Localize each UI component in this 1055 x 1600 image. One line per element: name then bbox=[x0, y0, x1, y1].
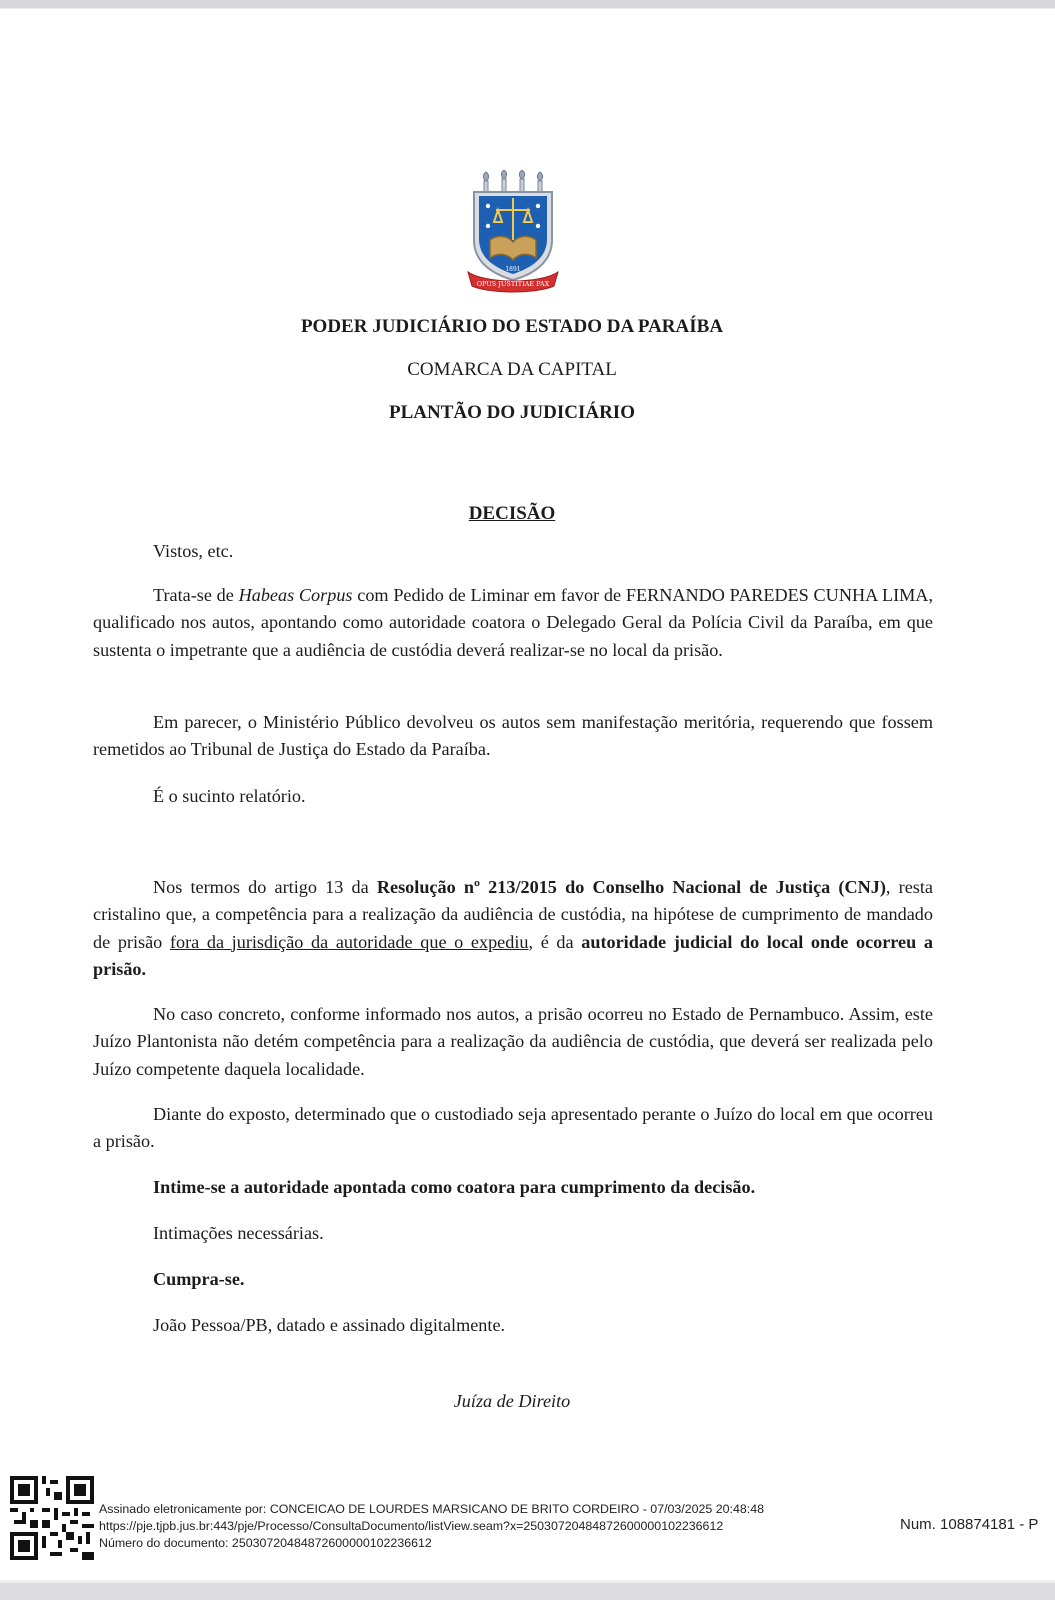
court-name: PODER JUDICIÁRIO DO ESTADO DA PARAÍBA bbox=[300, 316, 724, 337]
p4-text-a: Nos termos do artigo 13 da bbox=[153, 877, 377, 897]
top-page-edge bbox=[0, 0, 1055, 8]
document-title: DECISÃO bbox=[468, 503, 556, 524]
paragraph-1 bbox=[93, 582, 933, 664]
coat-of-arms-icon bbox=[466, 170, 560, 294]
signed-by-line: Assinado eletronicamente por: CONCEICAO DE LOURDES MARSICANO DE BRITO CORDEIRO - 07/03/2025 20:48:48 bbox=[99, 1502, 764, 1516]
district-name: COMARCA DA CAPITAL bbox=[407, 359, 617, 380]
paragraph-vistos: Vistos, etc. bbox=[153, 541, 234, 561]
p1-text-a: Trata-se de bbox=[153, 585, 239, 605]
p4-resolution: Resolução nº 213/2015 do Conselho Nacional de Justiça (CNJ) bbox=[376, 877, 886, 897]
paragraph-10: João Pessoa/PB, datado e assinado digitalmente. bbox=[153, 1315, 506, 1335]
paragraph-8: Intimações necessárias. bbox=[153, 1223, 324, 1243]
paragraph-5: No caso concreto, conforme informado nos autos, a prisão ocorreu no Estado de Pernambuco. Assim, este Juízo Plantonista não detém competência para a realização da audiência de custódia, que deverá ser realizada pelo Juízo competente daquela localidade. bbox=[93, 1004, 933, 1079]
p4-authority: autoridade judicial do local onde ocorreu a prisão. bbox=[93, 931, 933, 979]
paragraph-9: Cumpra-se. bbox=[153, 1269, 245, 1289]
p1-text-c: com Pedido de Liminar em favor de FERNANDO PAREDES CUNHA LIMA, qualificado nos autos, apontando como autoridade coatora o Delegado Geral da Polícia Civil da Paraíba, em que sustenta o impetrante que a audiência de custódia deverá realizar-se no local da prisão. bbox=[93, 585, 933, 660]
emblem-year: 1891 bbox=[505, 266, 521, 273]
p4-text-c: , resta cristalino que, a competência para a realização da audiência de custódia, na hipótese de cumprimento de mandado de prisão bbox=[93, 877, 933, 952]
page-num-label: Num. 108874181 - P bbox=[900, 1516, 1039, 1533]
qr-code-icon bbox=[10, 1476, 94, 1560]
document-url[interactable]: https://pje.tjpb.jus.br:443/pje/Processo/ConsultaDocumento/listView.seam?x=25030720484872600000102236612 bbox=[99, 1519, 724, 1533]
p4-text-e: , é da bbox=[528, 931, 582, 952]
duty-service: PLANTÃO DO JUDICIÁRIO bbox=[389, 402, 635, 423]
paragraph-7: Intime-se a autoridade apontada como coatora para cumprimento da decisão. bbox=[153, 1177, 756, 1197]
document-number-line: Número do documento: 25030720484872600000102236612 bbox=[99, 1536, 432, 1550]
paragraph-4 bbox=[93, 874, 933, 983]
emblem-motto: OPUS JUSTITIAE PAX bbox=[476, 280, 550, 288]
paragraph-6: Diante do exposto, determinado que o custodiado seja apresentado perante o Juízo do local em que ocorreu a prisão. bbox=[93, 1104, 933, 1152]
paragraph-3: É o sucinto relatório. bbox=[153, 786, 306, 806]
p4-underlined: fora da jurisdição da autoridade que o expediu bbox=[169, 931, 529, 952]
signature-title: Juíza de Direito bbox=[453, 1391, 571, 1411]
bottom-page-edge bbox=[0, 1583, 1055, 1600]
p1-habeas-corpus: Habeas Corpus bbox=[238, 585, 353, 605]
paragraph-2: Em parecer, o Ministério Público devolveu os autos sem manifestação meritória, requerendo que fossem remetidos ao Tribunal de Justiça do Estado da Paraíba. bbox=[93, 712, 933, 760]
